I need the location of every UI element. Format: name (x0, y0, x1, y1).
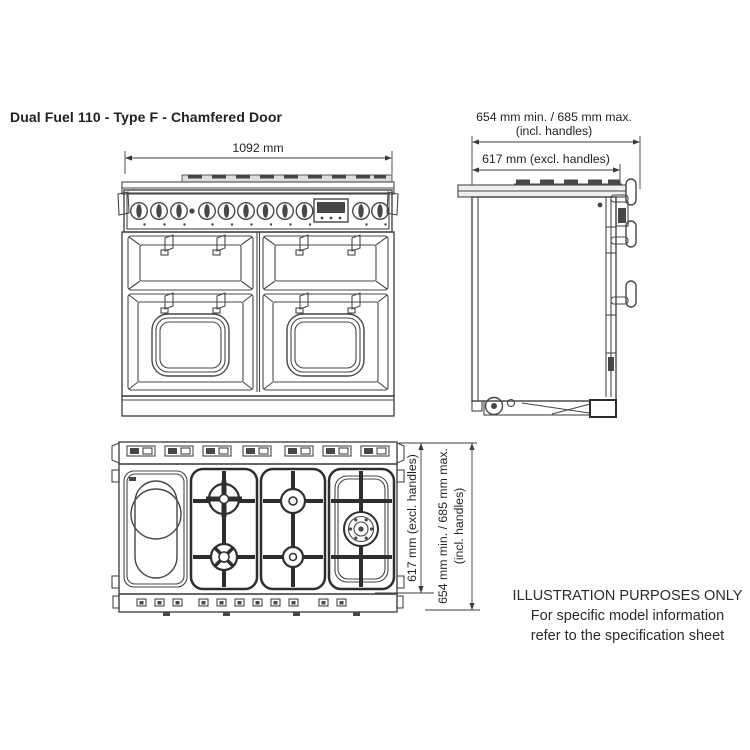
lid-hinges (112, 442, 404, 464)
control-knobs (131, 199, 389, 226)
oven-window (287, 314, 364, 376)
control-knobs-top (113, 594, 403, 616)
gas-burner (283, 547, 303, 567)
top-view-drawing (103, 430, 483, 630)
front-width-dimension (125, 141, 392, 174)
control-panel (124, 190, 392, 232)
disclaimer-line-2: For specific model information (530, 608, 725, 624)
door-handles-side (611, 179, 636, 307)
top-depth-incl-label: 654 mm min. / 685 mm max. (436, 448, 450, 604)
pan-support-grate (261, 469, 325, 589)
plinth (122, 396, 394, 416)
hob-side-profile (458, 180, 626, 198)
griddle-plate (124, 471, 187, 587)
page-title: Dual Fuel 110 - Type F - Chamfered Door (10, 109, 283, 125)
multi-ring-burner (344, 512, 378, 546)
castor-wheel (486, 398, 515, 415)
grill-drawer-right (263, 235, 388, 290)
hob-pan-supports (182, 175, 392, 183)
gas-burner (211, 544, 237, 570)
front-width-label: 1092 mm (232, 141, 284, 155)
oven-window (152, 314, 229, 376)
side-view-drawing (448, 105, 663, 420)
pan-support-grate (191, 469, 257, 589)
control-knob (131, 203, 389, 226)
adjustable-foot (590, 400, 616, 417)
front-view-drawing (108, 138, 404, 423)
ignition-button (189, 208, 194, 213)
pan-support-grate (329, 469, 394, 589)
cooker-body-side (472, 197, 616, 401)
disclaimer-note (505, 586, 750, 646)
wok-burner (206, 481, 242, 517)
oven-door-right (263, 293, 388, 390)
oven-door-left (128, 293, 253, 390)
top-depth-incl-note: (incl. handles) (452, 487, 466, 565)
side-depth-incl-note: (incl. handles) (515, 124, 593, 138)
door-handle (161, 293, 225, 313)
gas-burner (281, 489, 305, 513)
disclaimer-line-3: refer to the specification sheet (530, 628, 725, 644)
side-depth-excl-label: 617 mm (excl. handles) (482, 152, 610, 166)
disclaimer-line-1: ILLUSTRATION PURPOSES ONLY (512, 588, 743, 604)
door-handle (296, 293, 360, 313)
grill-drawer-left (128, 235, 253, 290)
side-depth-incl-label: 654 mm min. / 685 mm max. (476, 110, 632, 124)
clock-display (314, 199, 348, 222)
top-depth-excl-label: 617 mm (excl. handles) (405, 454, 419, 582)
